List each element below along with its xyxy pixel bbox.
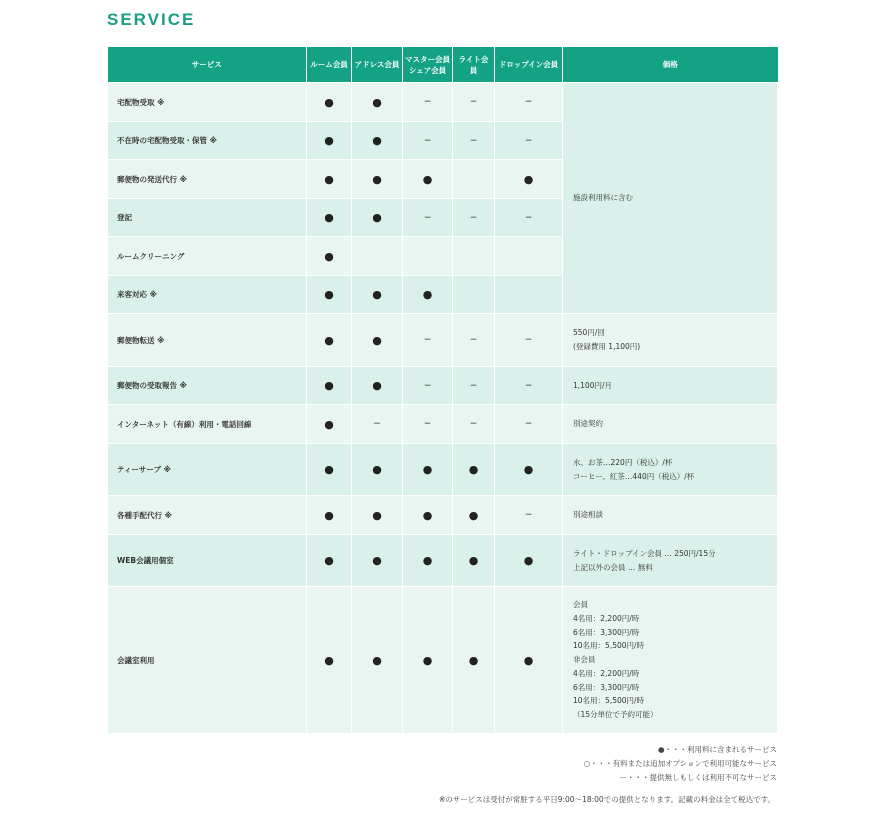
included-dot-icon: ●: [372, 653, 382, 667]
service-name: 登記: [108, 199, 307, 237]
availability-cell: [495, 535, 563, 587]
availability-cell: [495, 276, 563, 314]
unavailable-dash-icon: −: [423, 212, 432, 223]
availability-cell: [495, 122, 563, 160]
availability-cell: [403, 83, 453, 122]
included-dot-icon: ●: [422, 508, 433, 522]
price-cell: [563, 367, 778, 405]
availability-cell: [352, 83, 403, 122]
included-dot-icon: ●: [324, 333, 334, 347]
availability-cell: [352, 444, 403, 496]
page-title: SERVICE: [107, 10, 196, 29]
included-dot-icon: ●: [324, 211, 334, 224]
price-line: 10名用：5,500円/時: [573, 696, 645, 706]
price-line: コーヒー、紅茶…440円（税込）/杯: [573, 471, 695, 481]
included-dot-icon: ●: [523, 554, 534, 567]
availability-cell: [307, 444, 352, 496]
included-dot-icon: ●: [324, 288, 334, 301]
included-dot-icon: ●: [324, 463, 334, 476]
price-cell-included: 施設利用料に含む: [563, 83, 778, 314]
availability-cell: [307, 122, 352, 160]
price-line: 10名用：5,500円/時: [573, 641, 645, 651]
availability-cell: [495, 199, 563, 237]
service-name: 宅配物受取 ※: [108, 83, 307, 122]
availability-cell: [403, 535, 453, 587]
included-dot-icon: ●: [324, 379, 334, 392]
unavailable-dash-icon: −: [524, 97, 533, 107]
price-line: 会員: [573, 600, 588, 610]
legend-item-unavailable: ー・・・提供無しもしくは利用不可なサービス: [619, 773, 777, 782]
included-dot-icon: ●: [324, 249, 334, 263]
included-dot-icon: ●: [324, 653, 334, 667]
included-dot-icon: ●: [324, 554, 334, 567]
price-line: 4名用：2,200円/時: [573, 614, 640, 624]
availability-cell: [453, 367, 495, 405]
availability-cell: [307, 83, 352, 122]
included-dot-icon: ●: [372, 333, 382, 347]
price-cell: [563, 314, 778, 367]
included-dot-icon: ●: [372, 134, 382, 147]
price-line: 550円/回: [573, 328, 605, 338]
table-row: [108, 587, 778, 734]
price-line: 6名用：3,300円/時: [573, 627, 640, 637]
included-dot-icon: ●: [422, 463, 433, 476]
availability-cell: [453, 405, 495, 444]
availability-cell: [307, 587, 352, 734]
unavailable-dash-icon: −: [469, 335, 478, 345]
included-dot-icon: ●: [468, 463, 479, 476]
availability-cell: [495, 314, 563, 367]
included-dot-icon: ●: [523, 463, 534, 476]
availability-cell: [307, 237, 352, 276]
header-room: ルーム会員: [307, 47, 352, 83]
included-dot-icon: ●: [324, 172, 334, 186]
included-dot-icon: ●: [372, 554, 382, 567]
availability-cell: [495, 83, 563, 122]
availability-cell: [453, 122, 495, 160]
availability-cell: [352, 535, 403, 587]
availability-cell: [453, 444, 495, 496]
included-dot-icon: ●: [372, 379, 382, 392]
price-line: 1,100円/月: [573, 380, 612, 390]
availability-cell: [403, 199, 453, 237]
price-line: (登録費用 1,100円): [573, 342, 641, 351]
price-line: 非会員: [573, 655, 596, 665]
service-name: 来客対応 ※: [108, 276, 307, 314]
service-name: WEB会議用個室: [108, 535, 307, 587]
unavailable-dash-icon: −: [469, 419, 478, 429]
header-light: ライト会員: [453, 47, 495, 83]
unavailable-dash-icon: −: [423, 419, 432, 429]
included-dot-icon: ●: [422, 288, 433, 301]
availability-cell: [403, 276, 453, 314]
included-dot-icon: ●: [324, 508, 334, 522]
availability-cell: [403, 122, 453, 160]
availability-cell: [403, 314, 453, 367]
included-dot-icon: ●: [422, 554, 433, 567]
availability-cell: [495, 237, 563, 276]
unavailable-dash-icon: −: [423, 380, 432, 391]
included-dot-icon: ●: [372, 288, 382, 301]
header-service: サービス: [108, 47, 307, 83]
price-cell: [563, 405, 778, 444]
table-body: [108, 83, 778, 734]
service-name: 郵便物の発送代行 ※: [108, 160, 307, 199]
availability-cell: [453, 237, 495, 276]
service-name: 会議室利用: [108, 587, 307, 734]
footnote: ※のサービスは受付が常駐する平日9:00〜18:00での提供となります。記載の料金は全て税込です。: [438, 795, 775, 804]
unavailable-dash-icon: −: [469, 135, 478, 146]
service-name: インターネット（有線）利用・電話回線: [108, 405, 307, 444]
unavailable-dash-icon: −: [469, 212, 478, 223]
price-cell: [563, 444, 778, 496]
header-master-line1: マスター会員: [405, 54, 450, 64]
unavailable-dash-icon: −: [524, 135, 533, 146]
price-line: 別途契約: [573, 419, 603, 429]
price-cell: [563, 587, 778, 734]
price-line: 4名用：2,200円/時: [573, 668, 640, 678]
included-dot-icon: ●: [422, 172, 433, 186]
availability-cell: [352, 314, 403, 367]
included-dot-icon: ●: [468, 508, 479, 522]
availability-cell: [453, 587, 495, 734]
availability-cell: [352, 587, 403, 734]
service-name: 不在時の宅配物受取・保管 ※: [108, 122, 307, 160]
availability-cell: [307, 276, 352, 314]
header-price: 価格: [563, 47, 778, 83]
availability-cell: [495, 367, 563, 405]
unavailable-dash-icon: −: [524, 510, 533, 520]
availability-cell: [352, 122, 403, 160]
unavailable-dash-icon: −: [423, 97, 432, 107]
service-name: ティーサーブ ※: [108, 444, 307, 496]
availability-cell: [403, 405, 453, 444]
unavailable-dash-icon: −: [524, 212, 533, 223]
availability-cell: [307, 314, 352, 367]
availability-cell: [352, 199, 403, 237]
legend: [584, 743, 777, 785]
price-line: 水、お茶…220円（税込）/杯: [573, 457, 673, 467]
included-dot-icon: ●: [372, 463, 382, 476]
price-line: 別途相談: [573, 510, 603, 520]
included-dot-icon: ●: [422, 653, 433, 667]
included-dot-icon: ●: [372, 95, 382, 109]
availability-cell: [403, 160, 453, 199]
service-table: [107, 47, 778, 734]
price-line: 6名用：3,300円/時: [573, 682, 640, 692]
availability-cell: [453, 496, 495, 535]
availability-cell: [352, 496, 403, 535]
availability-cell: [453, 199, 495, 237]
availability-cell: [352, 276, 403, 314]
unavailable-dash-icon: −: [469, 97, 478, 107]
header-master-line2: シェア会員: [408, 65, 447, 75]
availability-cell: [403, 444, 453, 496]
included-dot-icon: ●: [523, 172, 534, 186]
availability-cell: [453, 535, 495, 587]
included-dot-icon: ●: [324, 95, 334, 109]
price-line: 上記以外の会員 … 無料: [573, 562, 653, 572]
availability-cell: [495, 405, 563, 444]
included-dot-icon: ●: [468, 554, 479, 567]
availability-cell: [352, 367, 403, 405]
included-dot-icon: ●: [372, 172, 382, 186]
table-row: [108, 83, 778, 122]
header-master: [403, 47, 453, 83]
unavailable-dash-icon: −: [524, 335, 533, 345]
availability-cell: [307, 535, 352, 587]
availability-cell: [307, 405, 352, 444]
table-row: [108, 367, 778, 405]
availability-cell: [495, 587, 563, 734]
unavailable-dash-icon: −: [423, 135, 432, 146]
included-dot-icon: ●: [324, 417, 334, 431]
price-line: ライト・ドロップイン会員 … 250円/15分: [573, 548, 716, 558]
included-dot-icon: ●: [468, 653, 479, 667]
availability-cell: [495, 160, 563, 199]
availability-cell: [453, 314, 495, 367]
table-row: [108, 535, 778, 587]
availability-cell: [307, 496, 352, 535]
included-dot-icon: ●: [372, 211, 382, 224]
table-header-row: [108, 47, 778, 83]
unavailable-dash-icon: −: [373, 419, 381, 429]
availability-cell: [352, 405, 403, 444]
header-address: アドレス会員: [352, 47, 403, 83]
availability-cell: [307, 199, 352, 237]
service-name: ルームクリーニング: [108, 237, 307, 276]
service-name: 郵便物の受取報告 ※: [108, 367, 307, 405]
availability-cell: [495, 444, 563, 496]
legend-item-included: ●・・・利用料に含まれるサービス: [657, 745, 777, 754]
table-row: [108, 444, 778, 496]
price-line: （15分単位で予約可能）: [573, 709, 658, 719]
availability-cell: [403, 587, 453, 734]
availability-cell: [403, 237, 453, 276]
unavailable-dash-icon: −: [524, 380, 533, 391]
included-dot-icon: ●: [523, 653, 534, 667]
availability-cell: [352, 237, 403, 276]
legend-item-optional: ○・・・有料または追加オプションで利用可能なサービス: [583, 759, 777, 768]
unavailable-dash-icon: −: [469, 380, 478, 391]
header-dropin: ドロップイン会員: [495, 47, 563, 83]
service-name: 各種手配代行 ※: [108, 496, 307, 535]
table-row: [108, 496, 778, 535]
price-cell: [563, 535, 778, 587]
table-row: [108, 405, 778, 444]
availability-cell: [403, 496, 453, 535]
availability-cell: [453, 160, 495, 199]
availability-cell: [453, 276, 495, 314]
availability-cell: [453, 83, 495, 122]
included-dot-icon: ●: [372, 508, 382, 522]
availability-cell: [307, 367, 352, 405]
unavailable-dash-icon: −: [423, 335, 432, 345]
table-row: [108, 314, 778, 367]
availability-cell: [352, 160, 403, 199]
unavailable-dash-icon: −: [524, 419, 533, 429]
price-cell: [563, 496, 778, 535]
included-dot-icon: ●: [324, 134, 334, 147]
service-name: 郵便物転送 ※: [108, 314, 307, 367]
availability-cell: [307, 160, 352, 199]
availability-cell: [403, 367, 453, 405]
availability-cell: [495, 496, 563, 535]
